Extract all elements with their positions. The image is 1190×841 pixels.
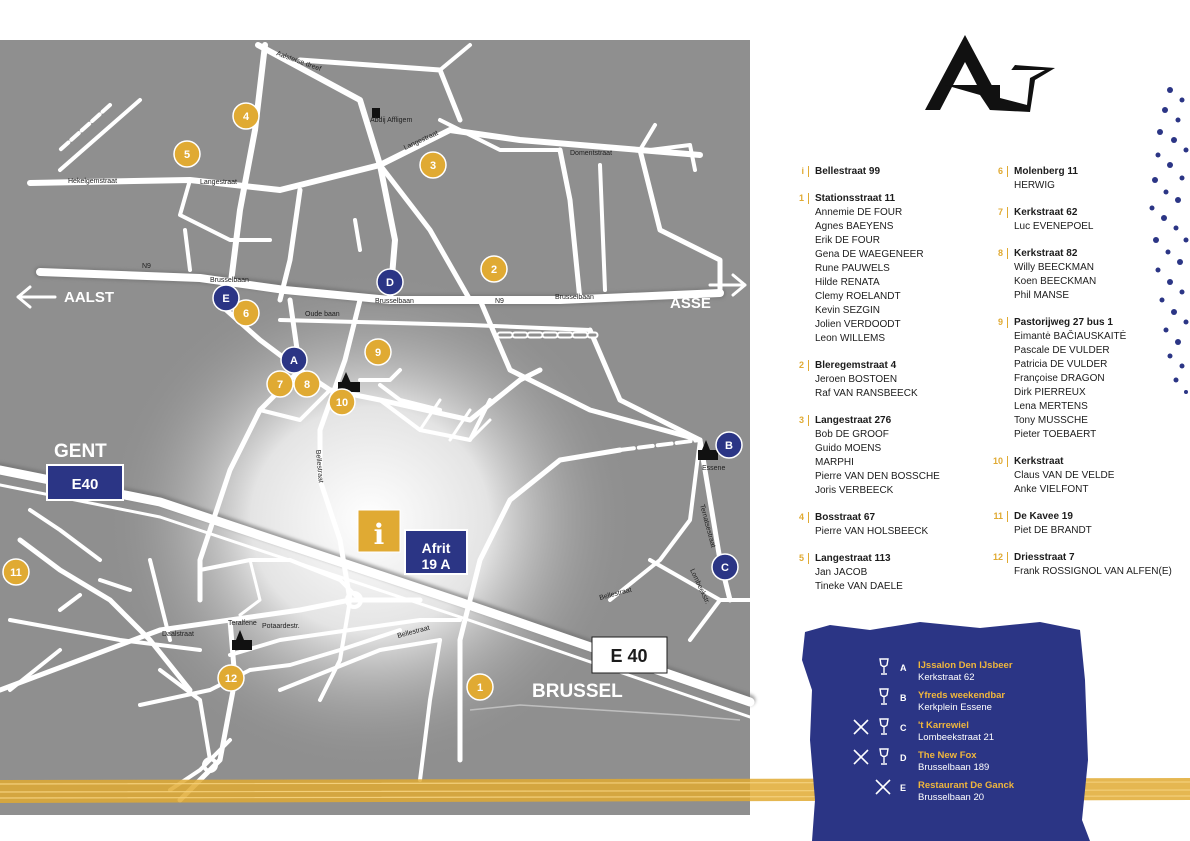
marker-e[interactable] [213, 285, 239, 311]
svg-text:Afrit: Afrit [421, 540, 451, 556]
street-label: Aalsterse dreef [275, 50, 322, 73]
svg-text:E: E [222, 293, 230, 305]
artist-name: Clemy ROELANDT [815, 291, 901, 302]
legend-column-2 [990, 165, 1180, 592]
venue-letter: B [900, 693, 907, 703]
artist-name: Phil MANSE [1014, 290, 1070, 301]
artist-name: Kevin SEZGIN [815, 305, 881, 316]
artist-name: Patricia DE VULDER [1014, 359, 1108, 370]
legend-entry-8 [990, 247, 1180, 303]
artist-name: Annemie DE FOUR [815, 207, 903, 218]
glass-icon [878, 658, 890, 676]
legend-address: Langestraat 276 [815, 415, 892, 426]
legend-address: Bosstraat 67 [815, 512, 876, 523]
artist-name: Tineke VAN DAELE [815, 581, 903, 592]
street-label: Hekelgemstraat [68, 178, 118, 185]
marker-4[interactable] [233, 103, 259, 129]
street-label: Brusselbaan [555, 294, 594, 301]
artist-name: Pieter TOEBAERT [1014, 429, 1097, 440]
street-label: Langestraat [402, 129, 440, 152]
venue-address: Brusselbaan 189 [918, 762, 990, 773]
venue-address: Kerkplein Essene [918, 702, 992, 713]
venue-item-e [874, 780, 1074, 810]
svg-text:6: 6 [242, 308, 250, 320]
legend-entry-5 [791, 552, 981, 594]
direction-aalst: AALST [64, 289, 114, 306]
venue-name: The New Fox [918, 750, 977, 761]
legend-number: 10 [990, 456, 1008, 467]
artist-name: Pierre VAN DEN BOSSCHE [815, 471, 940, 482]
legend-entry-10 [990, 455, 1180, 497]
venue-address: Brusselbaan 20 [918, 792, 985, 803]
cutlery-icon [874, 778, 892, 796]
artist-name: MARPHI [815, 457, 854, 468]
artist-name: Jeroen BOSTOEN [815, 374, 898, 385]
legend-address: Molenberg 11 [1014, 166, 1078, 177]
artist-name: Anke VIELFONT [1014, 484, 1089, 495]
svg-text:i: i [373, 518, 385, 551]
legend-number: 4 [791, 512, 809, 523]
venue-letter: E [900, 783, 907, 793]
legend-entry-12 [990, 551, 1180, 579]
street-label: Ternatsestraat [698, 503, 717, 549]
legend-address: Stationsstraat 11 [815, 193, 896, 204]
marker-12[interactable] [218, 665, 244, 691]
legend-entry-1 [791, 192, 981, 346]
venue-item-b [874, 690, 1074, 720]
svg-text:E 40: E 40 [610, 646, 648, 666]
legend-entry-info [791, 165, 981, 179]
artist-name: Tony MUSSCHE [1014, 415, 1088, 426]
highway-sign-e40-west [47, 465, 123, 500]
street-label: Lombeekstr. [688, 567, 711, 606]
venue-letter: A [900, 663, 907, 673]
artist-name: Bob DE GROOF [815, 429, 889, 440]
svg-text:5: 5 [183, 149, 191, 161]
artist-name: Lena MERTENS [1014, 401, 1088, 412]
legend-address: Bellestraat 99 [815, 166, 881, 177]
marker-9[interactable] [365, 339, 391, 365]
legend-entry-7 [990, 206, 1180, 234]
svg-text:3: 3 [429, 160, 437, 172]
artist-name: Jan JACOB [815, 567, 868, 578]
artist-name: Joris VERBEECK [815, 485, 894, 496]
marker-d[interactable] [377, 269, 403, 295]
svg-text:19 A: 19 A [421, 556, 451, 572]
highway-sign-e40-east [592, 637, 667, 673]
legend-address: Langestraat 113 [815, 553, 891, 564]
legend-address: Pastorijweg 27 bus 1 [1014, 317, 1113, 328]
venue-address: Lombeekstraat 21 [918, 732, 995, 743]
legend-address: De Kavee 19 [1014, 511, 1073, 522]
svg-text:9: 9 [374, 347, 382, 359]
marker-7[interactable] [267, 371, 293, 397]
svg-text:4: 4 [242, 111, 250, 123]
marker-b[interactable] [716, 432, 742, 458]
legend-number: 6 [990, 166, 1008, 177]
street-label: Oude baan [305, 311, 340, 318]
street-label: N9 [142, 263, 151, 270]
svg-text:C: C [721, 562, 729, 574]
legend-number: 7 [990, 207, 1008, 218]
marker-8[interactable] [294, 371, 320, 397]
street-label: Langestraat [200, 179, 237, 186]
legend-address: Kerkstraat [1014, 456, 1064, 467]
svg-text:2: 2 [490, 264, 498, 276]
abbey-label: Abdij Affligem [370, 117, 413, 124]
artist-name: Frank ROSSIGNOL VAN ALFEN(E) [1014, 566, 1172, 577]
street-label: Bellestraat [396, 624, 431, 640]
street-label: Potaardestr. [262, 623, 300, 630]
legend-entry-9 [990, 316, 1180, 442]
marker-11[interactable] [3, 559, 29, 585]
svg-text:8: 8 [303, 379, 311, 391]
artist-name: Piet DE BRANDT [1014, 525, 1092, 536]
street-label: Brusselbaan [375, 298, 414, 305]
svg-text:7: 7 [276, 379, 284, 391]
artist-name: HERWIG [1014, 180, 1055, 191]
svg-text:12: 12 [224, 673, 238, 685]
marker-10[interactable] [329, 389, 355, 415]
legend-number: 3 [791, 415, 809, 426]
street-label: N9 [495, 298, 504, 305]
street-label: Bellestraat [598, 586, 633, 602]
marker-c[interactable] [712, 554, 738, 580]
village-label-essene: Essene [702, 465, 726, 472]
venue-list [874, 660, 1074, 810]
artist-name: Dirk PIERREUX [1014, 387, 1086, 398]
artist-name: Erik DE FOUR [815, 235, 880, 246]
venue-letter: C [900, 723, 907, 733]
venue-name: IJssalon Den IJsbeer [918, 660, 1013, 671]
artist-name: Jolien VERDOODT [815, 319, 901, 330]
direction-gent: GENT [54, 441, 107, 462]
marker-2[interactable] [481, 256, 507, 282]
venue-item-a [874, 660, 1074, 690]
marker-3[interactable] [420, 152, 446, 178]
legend-entry-2 [791, 359, 981, 401]
info-sign [358, 510, 400, 552]
glass-icon [878, 718, 890, 736]
artist-name: Willy BEECKMAN [1014, 262, 1095, 273]
legend-number: 5 [791, 553, 809, 564]
artist-name: Leon WILLEMS [815, 333, 886, 344]
artist-name: Koen BEECKMAN [1014, 276, 1097, 287]
venue-item-c [874, 720, 1074, 750]
direction-asse: ASSE [670, 295, 711, 312]
legend-number: 9 [990, 317, 1008, 328]
svg-text:1: 1 [476, 682, 484, 694]
legend-number: 8 [990, 248, 1008, 259]
legend-entry-6 [990, 165, 1180, 193]
village-label-teralfene: Teralfene [228, 620, 257, 627]
logo [925, 35, 1055, 112]
svg-text:D: D [386, 277, 394, 289]
legend-address: Bleregemstraat 4 [815, 360, 897, 371]
street-label: Brusselbaan [210, 277, 249, 284]
legend-entry-11 [990, 510, 1180, 538]
venue-name: Yfreds weekendbar [918, 690, 1006, 701]
artist-name: Pascale DE VULDER [1014, 345, 1110, 356]
svg-text:B: B [725, 440, 733, 452]
venue-name: 't Karrewiel [918, 720, 969, 731]
marker-5[interactable] [174, 141, 200, 167]
legend-number: i [791, 166, 809, 177]
legend-address: Kerkstraat 62 [1014, 207, 1078, 218]
street-label: Domentstraat [570, 150, 613, 157]
artist-name: Claus VAN DE VELDE [1014, 470, 1115, 481]
street-label: Daalstraat [162, 631, 194, 638]
legend-address: Driesstraat 7 [1014, 552, 1075, 563]
artist-name: Agnes BAEYENS [815, 221, 894, 232]
exit-sign [405, 530, 467, 574]
glass-icon [878, 748, 890, 766]
legend-number: 12 [990, 552, 1008, 563]
artist-name: Hilde RENATA [815, 277, 880, 288]
svg-text:11: 11 [10, 567, 22, 579]
venue-name: Restaurant De Ganck [918, 780, 1015, 791]
artist-name: Raf VAN RANSBEECK [815, 388, 918, 399]
artist-name: Guido MOENS [815, 443, 882, 454]
artist-name: Rune PAUWELS [815, 263, 890, 274]
artist-name: Françoise DRAGON [1014, 373, 1105, 384]
artist-name: Pierre VAN HOLSBEECK [815, 526, 929, 537]
artist-name: Luc EVENEPOEL [1014, 221, 1094, 232]
street-label: Bellestraat [314, 449, 324, 484]
glass-icon [878, 688, 890, 706]
direction-brussel: BRUSSEL [532, 681, 623, 702]
cutlery-icon [852, 748, 870, 766]
marker-a[interactable] [281, 347, 307, 373]
legend-number: 2 [791, 360, 809, 371]
venue-address: Kerkstraat 62 [918, 672, 975, 683]
legend-number: 11 [990, 511, 1008, 522]
artist-name: Gena DE WAEGENEER [815, 249, 924, 260]
venue-item-d [874, 750, 1074, 780]
artist-name: Eimantė BAČIAUSKAITĖ [1014, 331, 1127, 342]
cutlery-icon [852, 718, 870, 736]
legend-number: 1 [791, 193, 809, 204]
svg-text:A: A [290, 355, 298, 367]
venue-letter: D [900, 753, 907, 763]
legend-address: Kerkstraat 82 [1014, 248, 1078, 259]
legend-entry-3 [791, 414, 981, 498]
legend-entry-4 [791, 511, 981, 539]
svg-text:E40: E40 [71, 476, 99, 493]
legend-column-1 [791, 165, 981, 607]
marker-1[interactable] [467, 674, 493, 700]
svg-text:10: 10 [335, 397, 349, 409]
